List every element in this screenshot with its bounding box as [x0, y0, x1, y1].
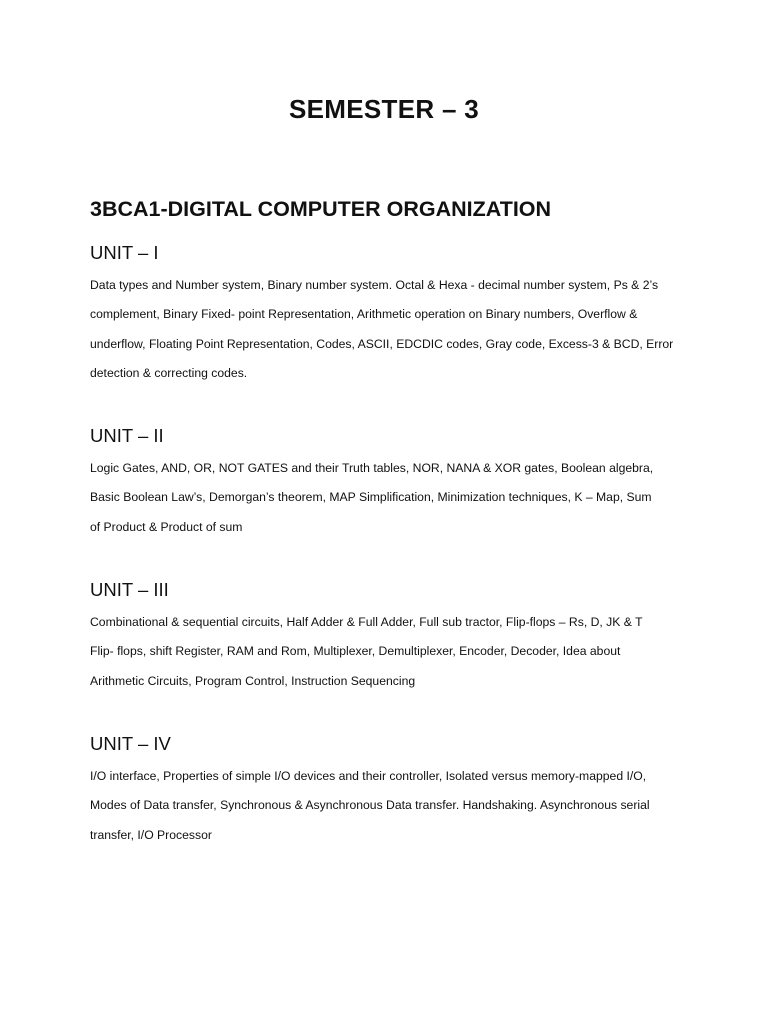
unit-heading: UNIT – II [90, 425, 164, 446]
unit-heading: UNIT – IV [90, 733, 171, 754]
unit-description [90, 454, 690, 542]
unit-description [90, 608, 690, 696]
unit-text-line: I/O interface, Properties of simple I/O devices and their controller, Isolated versus memory-mapped I/O, [90, 769, 647, 783]
unit-2-section [90, 424, 690, 542]
unit-text-line: underflow, Floating Point Representation, Codes, ASCII, EDCDIC codes, Gray code, Excess-3 & BCD, Error [90, 336, 674, 351]
unit-text-line: detection & correcting codes. [90, 365, 248, 380]
unit-4-section [90, 732, 690, 850]
unit-text-line: Basic Boolean Law’s, Demorgan’s theorem, MAP Simplification, Minimization techniques, K – Map, Sum [90, 490, 652, 505]
unit-text-line: Flip- flops, shift Register, RAM and Rom, Multiplexer, Demultiplexer, Encoder, Decoder, Idea about [90, 644, 621, 659]
unit-description [90, 271, 690, 388]
unit-1-section [90, 241, 690, 388]
unit-text-line: Modes of Data transfer, Synchronous & Asynchronous Data transfer. Handshaking. Asynchronous serial [90, 798, 650, 813]
unit-text-line: Arithmetic Circuits, Program Control, Instruction Sequencing [90, 673, 416, 688]
unit-heading: UNIT – I [90, 242, 159, 263]
unit-text-line: Data types and Number system, Binary number system. Octal & Hexa - decimal number system, Ps & 2’s [90, 278, 659, 292]
unit-heading: UNIT – III [90, 579, 169, 600]
unit-text-line: Combinational & sequential circuits, Half Adder & Full Adder, Full sub tractor, Flip-flops – Rs, D, JK & T [90, 615, 643, 629]
unit-description [90, 762, 690, 850]
unit-text-line: complement, Binary Fixed- point Representation, Arithmetic operation on Binary numbers, Overflow & [90, 307, 638, 322]
unit-text-line: Logic Gates, AND, OR, NOT GATES and their Truth tables, NOR, NANA & XOR gates, Boolean algebra, [90, 461, 654, 475]
unit-text-line: transfer, I/O Processor [90, 827, 212, 842]
unit-text-line: of Product & Product of sum [90, 519, 243, 534]
semester-title: SEMESTER – 3 [289, 94, 479, 124]
course-title: 3BCA1-DIGITAL COMPUTER ORGANIZATION [90, 197, 552, 221]
unit-3-section [90, 578, 690, 696]
